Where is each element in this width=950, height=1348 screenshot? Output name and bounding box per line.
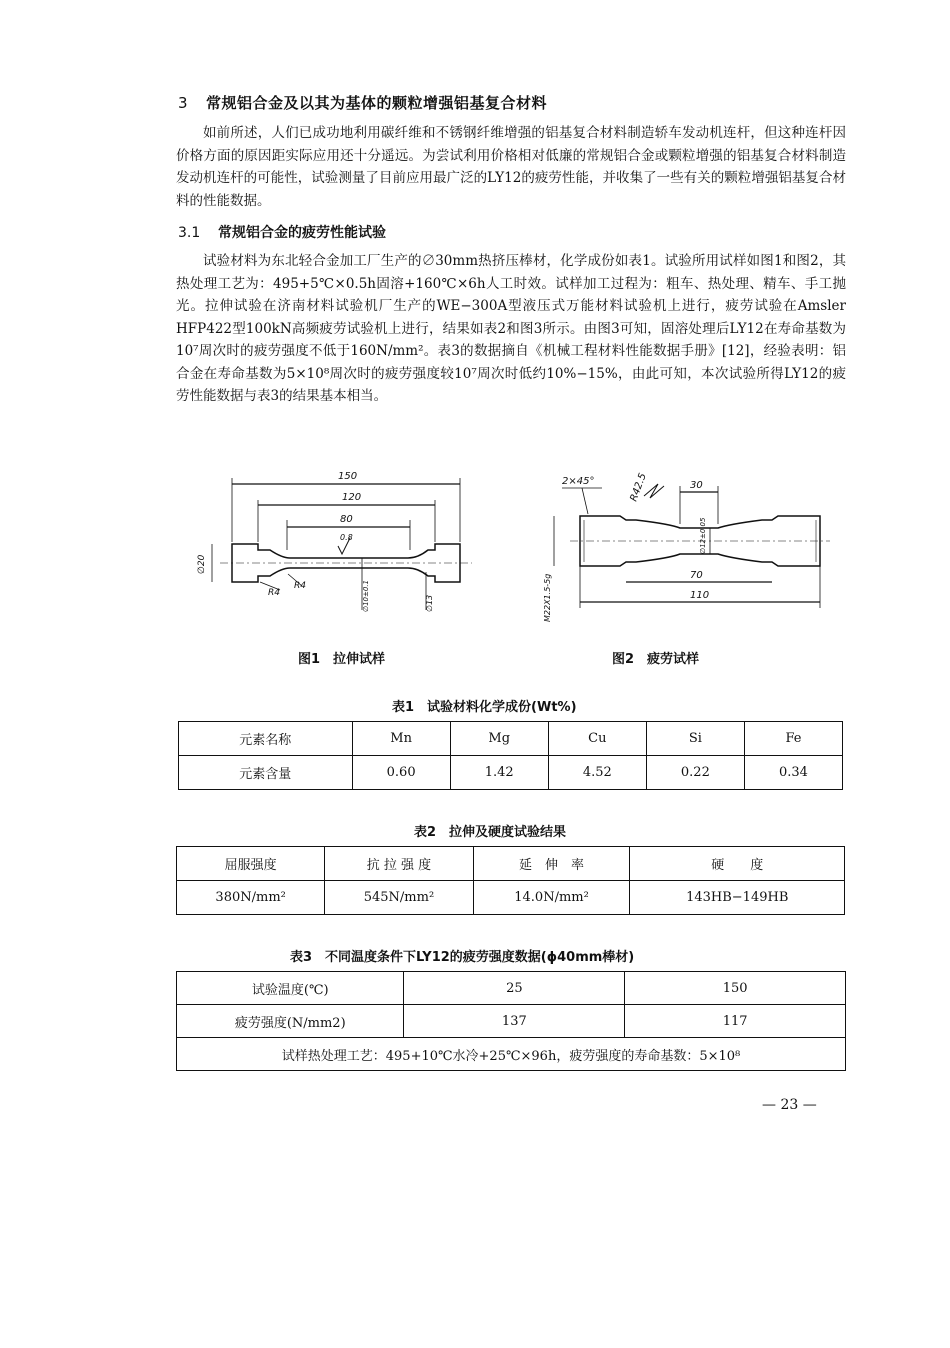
table-row xyxy=(177,972,846,1005)
figure-2-caption: 图2 疲劳试样 xyxy=(612,652,700,667)
table-3-caption: 表3 不同温度条件下LY12的疲劳强度数据(ϕ40mm棒材) xyxy=(290,950,635,965)
table-cell: 0.60 xyxy=(352,756,450,790)
figure-2-fatigue-specimen-drawing xyxy=(540,462,840,627)
table-cell: 150 xyxy=(625,972,846,1005)
table-cell: Si xyxy=(646,722,744,756)
dim-mid-length: 70 xyxy=(690,570,703,581)
table-cell: 试验温度(℃) xyxy=(177,972,404,1005)
dim-gauge: 80 xyxy=(340,514,353,525)
table-row xyxy=(177,1005,846,1038)
dim-thread: M22X1.5-5g xyxy=(543,573,552,622)
figure-1-caption: 图1 拉伸试样 xyxy=(298,652,386,667)
table-cell: 1.42 xyxy=(450,756,548,790)
figure-1-tensile-specimen-drawing xyxy=(190,462,500,622)
table-cell: 疲劳强度(N/mm2) xyxy=(177,1005,404,1038)
table-cell: 元素含量 xyxy=(179,756,353,790)
dim-radius: R42.5 xyxy=(628,471,649,504)
table-cell: 元素名称 xyxy=(179,722,353,756)
table-cell: 14.0N/mm² xyxy=(473,881,630,915)
table-cell: Mg xyxy=(450,722,548,756)
table-cell: 延 伸 率 xyxy=(473,847,630,881)
section-number: 3.1 xyxy=(178,225,201,241)
table-note: 试样热处理工艺：495+10℃水冷+25℃×96h，疲劳强度的寿命基数：5×10⁸ xyxy=(177,1038,846,1071)
table-cell: Mn xyxy=(352,722,450,756)
section-3-1-heading xyxy=(178,222,386,242)
page-number: — 23 — xyxy=(762,1097,817,1113)
dim-total-length: 110 xyxy=(690,590,710,601)
table-row xyxy=(177,1038,846,1071)
table-row xyxy=(179,722,843,756)
table-3-fatigue-strength-data xyxy=(176,971,846,1071)
table-2-tensile-hardness-results xyxy=(176,846,845,915)
table-cell: 137 xyxy=(404,1005,625,1038)
table-cell: 25 xyxy=(404,972,625,1005)
table-cell: 545N/mm² xyxy=(325,881,473,915)
table-cell: Cu xyxy=(548,722,646,756)
table-cell: 4.52 xyxy=(548,756,646,790)
finish-mark: 0.8 xyxy=(340,533,353,542)
dim-neck-dia: ∅13 xyxy=(425,594,434,612)
table-cell: 380N/mm² xyxy=(177,881,325,915)
table-1-caption: 表1 试验材料化学成份(Wt%) xyxy=(392,700,577,715)
table-cell: 0.34 xyxy=(744,756,842,790)
table-row xyxy=(179,756,843,790)
dim-top-length: 30 xyxy=(690,480,703,491)
dim-overall: 150 xyxy=(338,471,358,482)
table-row xyxy=(177,881,845,915)
dim-dia: ∅20 xyxy=(197,554,207,574)
section-3-paragraph: 如前所述，人们已成功地利用碳纤维和不锈钢纤维增强的铝基复合材料制造轿车发动机连杆，但这种连杆因价格方面的原因距实际应用还十分遥远。为尝试利用价格相对低廉的常规铝合金或颗粒增强的铝基复合材料制造发动机连杆的可能性，试验测量了目前应用最广泛的LY12的疲劳性能，并收集了一些有关的颗粒增强铝基复合材料的性能数据。 xyxy=(176,125,846,209)
table-1-chemical-composition xyxy=(178,721,843,790)
section-3-heading xyxy=(178,92,547,113)
section-title: 常规铝合金的疲劳性能试验 xyxy=(218,225,386,241)
dim-gauge-dia: ∅10±0.1 xyxy=(362,579,370,612)
radius-label-2: R4 xyxy=(294,581,306,591)
section-number: 3 xyxy=(178,94,189,112)
radius-label-1: R4 xyxy=(268,588,280,598)
table-cell: Fe xyxy=(744,722,842,756)
table-cell: 抗 拉 强 度 xyxy=(325,847,473,881)
section-title: 常规铝合金及以其为基体的颗粒增强铝基复合材料 xyxy=(206,94,548,112)
table-2-caption: 表2 拉伸及硬度试验结果 xyxy=(414,825,567,840)
table-cell: 143HB−149HB xyxy=(630,881,845,915)
table-cell: 0.22 xyxy=(646,756,744,790)
table-row xyxy=(177,847,845,881)
dim-inner: 120 xyxy=(342,492,362,503)
table-cell: 117 xyxy=(625,1005,846,1038)
table-cell: 硬 度 xyxy=(630,847,845,881)
dim-gauge-dia: ∅12±0.05 xyxy=(699,517,707,554)
dim-chamfer: 2×45° xyxy=(562,476,595,487)
table-cell: 屈服强度 xyxy=(177,847,325,881)
section-3-1-paragraph: 试验材料为东北轻合金加工厂生产的∅30mm热挤压棒材，化学成份如表1。试验所用试样如图1和图2，其热处理工艺为：495+5℃×0.5h固溶+160℃×6h人工时效。试样加工过程为：粗车、热处理、精车、手工抛光。拉伸试验在济南材料试验机厂生产的WE−300A型液压式万能材料试验机上进行，疲劳试验在Amsler HFP422型100kN高频疲劳试验机上进行，结果如表2和图3所示。由图3可知，固溶处理后LY12在寿命基数为10⁷周次时的疲劳强度不低于160N/mm²。表3的数据摘自《机械工程材料性能数据手册》[12]，经验表明：铝合金在寿命基数为5×10⁸周次时的疲劳强度较10⁷周次时低约10%−15%，由此可知，本次试验所得LY12的疲劳性能数据与表3的结果基本相当。 xyxy=(176,253,846,404)
